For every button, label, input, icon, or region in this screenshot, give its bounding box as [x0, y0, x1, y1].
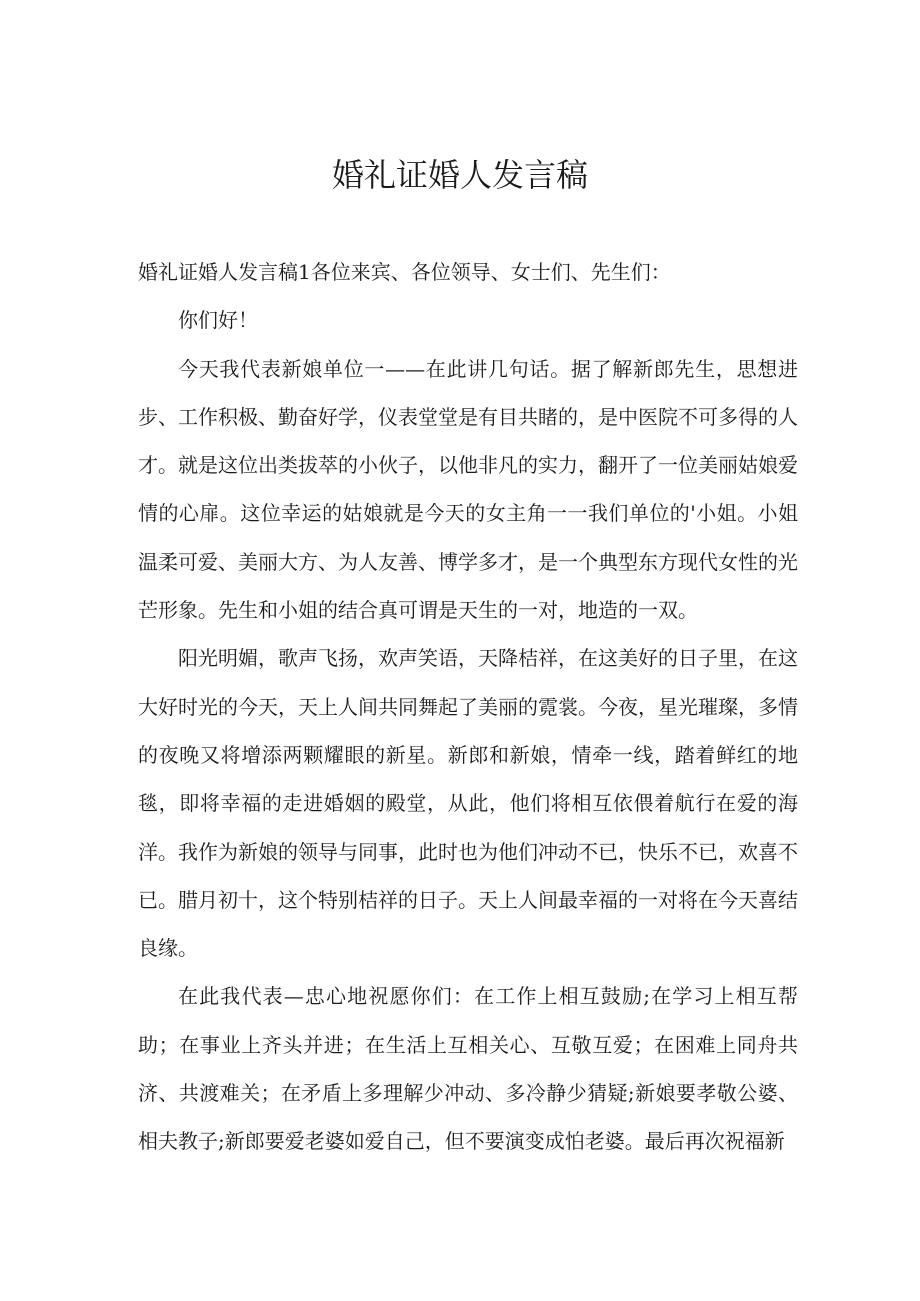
document-body: [138, 248, 798, 1166]
greeting-paragraph: 你们好！: [178, 308, 258, 333]
blessing-paragraph: 在此我代表—忠心地祝愿你们：在工作上相互鼓励;在学习上相互帮助；在事业上齐头并进；在生活上互相关心、互敬互爱；在困难上同舟共济、共渡难关；在矛盾上多理解少冲动、多冷静少猜疑;新娘要孝敬公婆、相夫教子;新郎要爱老婆如爱自己，但不要演变成怕老婆。最后再次祝福新: [138, 984, 798, 1154]
introduction-paragraph: 今天我代表新娘单位一——在此讲几句话。据了解新郎先生，思想进步、工作积极、勤奋好学，仪表堂堂是有目共睹的，是中医院不可多得的人才。就是这位出类拔萃的小伙子，以他非凡的实力，翻开了一位美丽姑娘爱情的心扉。这位幸运的姑娘就是今天的女主角一一我们单位的'小姐。小姐温柔可爱、美丽大方、为人友善、博学多才，是一个典型东方现代女性的光芒形象。先生和小姐的结合真可谓是天生的一对，地造的一双。: [138, 356, 798, 623]
celebration-paragraph: 阳光明媚，歌声飞扬，欢声笑语，天降桔祥，在这美好的日子里，在这大好时光的今天，天上人间共同舞起了美丽的霓裳。今夜，星光璀璨，多情的夜晚又将增添两颗耀眼的新星。新郎和新娘，情牵一线，踏着鲜红的地毯，即将幸福的走进婚姻的殿堂，从此，他们将相互依偎着航行在爱的海洋。我作为新娘的领导与同事，此时也为他们冲动不已，快乐不已，欢喜不已。腊月初十，这个特别桔祥的日子。天上人间最幸福的一对将在今天喜结良缘。: [138, 646, 798, 961]
document-title: 婚礼证婚人发言稿: [331, 156, 588, 194]
salutation-paragraph: 婚礼证婚人发言稿1各位来宾、各位领导、女士们、先生们：: [138, 260, 671, 284]
